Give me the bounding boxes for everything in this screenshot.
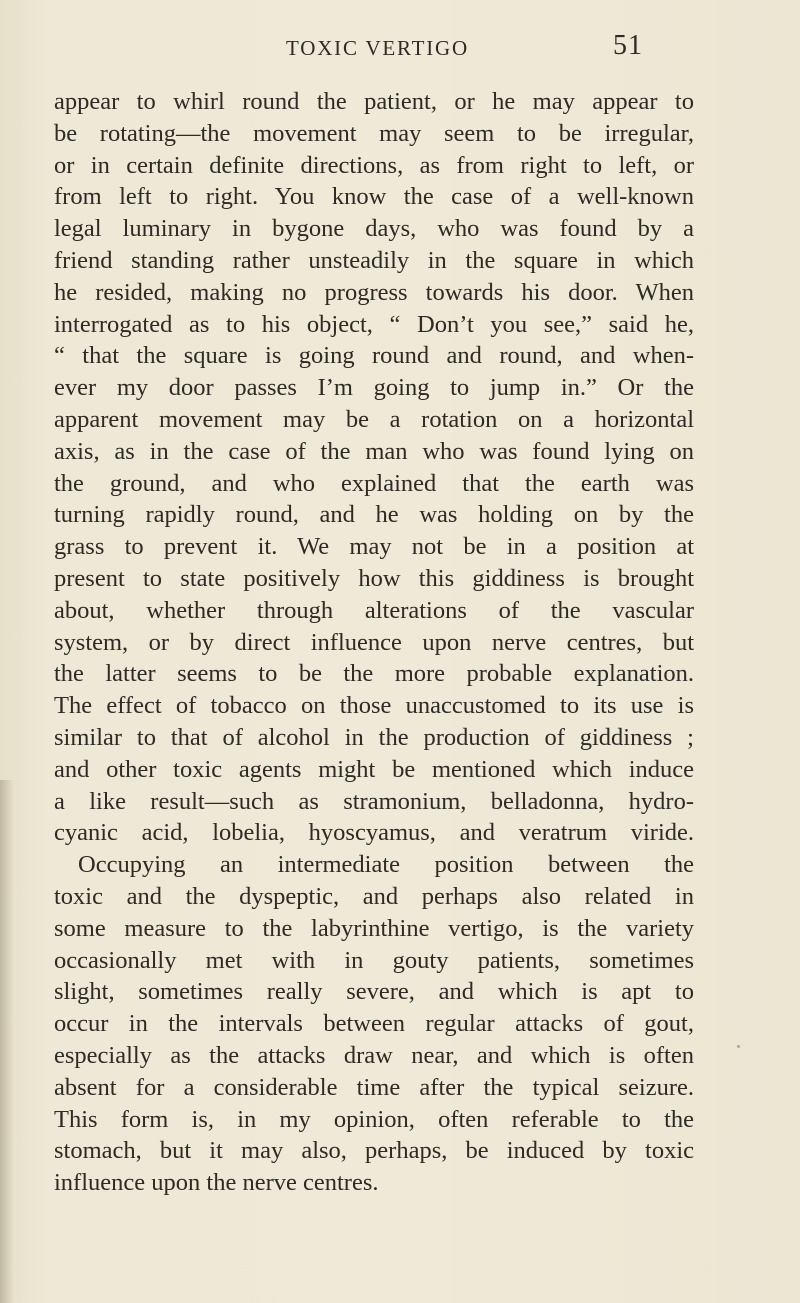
text-line: from left to right. You know the case of a well-known bbox=[54, 183, 694, 211]
running-title: TOXIC VERTIGO bbox=[286, 36, 469, 60]
text-line: friend standing rather unsteadily in the square in which bbox=[54, 246, 694, 274]
text-line: some measure to the labyrinthine vertigo, is the variety bbox=[54, 914, 694, 942]
text-line: toxic and the dyspeptic, and perhaps also related in bbox=[54, 882, 694, 910]
text-line: occasionally met with in gouty patients, sometimes bbox=[54, 946, 694, 974]
paper-speck bbox=[737, 1045, 740, 1048]
text-line: present to state positively how this giddiness is brought bbox=[54, 564, 694, 592]
text-line: appear to whirl round the patient, or he may appear to bbox=[54, 88, 694, 115]
text-line: slight, sometimes really severe, and which is apt to bbox=[54, 978, 694, 1006]
body-text bbox=[54, 86, 694, 1199]
text-line: or in certain definite directions, as from right to left, or bbox=[54, 151, 694, 179]
text-line: especially as the attacks draw near, and which is often bbox=[54, 1041, 694, 1069]
paragraph-end-line: influence upon the nerve centres. bbox=[54, 1169, 379, 1197]
text-line: similar to that of alcohol in the production of giddiness ; bbox=[54, 723, 694, 751]
text-line: the ground, and who explained that the earth was bbox=[54, 469, 694, 497]
text-line: cyanic acid, lobelia, hyoscyamus, and veratrum viride. bbox=[54, 819, 694, 847]
page-header bbox=[0, 20, 800, 60]
text-line: be rotating—the movement may seem to be irregular, bbox=[54, 119, 694, 147]
text-line: and other toxic agents might be mentioned which induce bbox=[54, 755, 694, 783]
text-line: “ that the square is going round and round, and when- bbox=[54, 342, 694, 370]
paragraph-start-line: Occupying an intermediate position between the bbox=[78, 851, 694, 879]
binding-shadow bbox=[0, 780, 14, 1303]
text-line: ever my door passes I’m going to jump in.” Or the bbox=[54, 374, 694, 402]
text-line: absent for a considerable time after the typical seizure. bbox=[54, 1073, 694, 1101]
text-line: stomach, but it may also, perhaps, be induced by toxic bbox=[54, 1137, 694, 1165]
text-line: the latter seems to be the more probable explanation. bbox=[54, 660, 694, 688]
text-line: grass to prevent it. We may not be in a position at bbox=[54, 533, 694, 561]
text-line: This form is, in my opinion, often referable to the bbox=[54, 1105, 694, 1133]
text-line: The effect of tobacco on those unaccustomed to its use is bbox=[54, 692, 694, 720]
text-line: legal luminary in bygone days, who was found by a bbox=[54, 215, 694, 243]
text-line: about, whether through alterations of the vascular bbox=[54, 596, 694, 624]
text-line: apparent movement may be a rotation on a horizontal bbox=[54, 405, 694, 433]
page-number: 51 bbox=[613, 30, 643, 61]
text-line: axis, as in the case of the man who was found lying on bbox=[54, 437, 694, 465]
text-line: a like result—such as stramonium, belladonna, hydro- bbox=[54, 787, 694, 815]
text-line: he resided, making no progress towards his door. When bbox=[54, 278, 694, 306]
text-line: interrogated as to his object, “ Don’t you see,” said he, bbox=[54, 310, 694, 338]
text-line: system, or by direct influence upon nerve centres, but bbox=[54, 628, 694, 656]
text-line: occur in the intervals between regular attacks of gout, bbox=[54, 1010, 694, 1038]
text-line: turning rapidly round, and he was holding on by the bbox=[54, 501, 694, 529]
